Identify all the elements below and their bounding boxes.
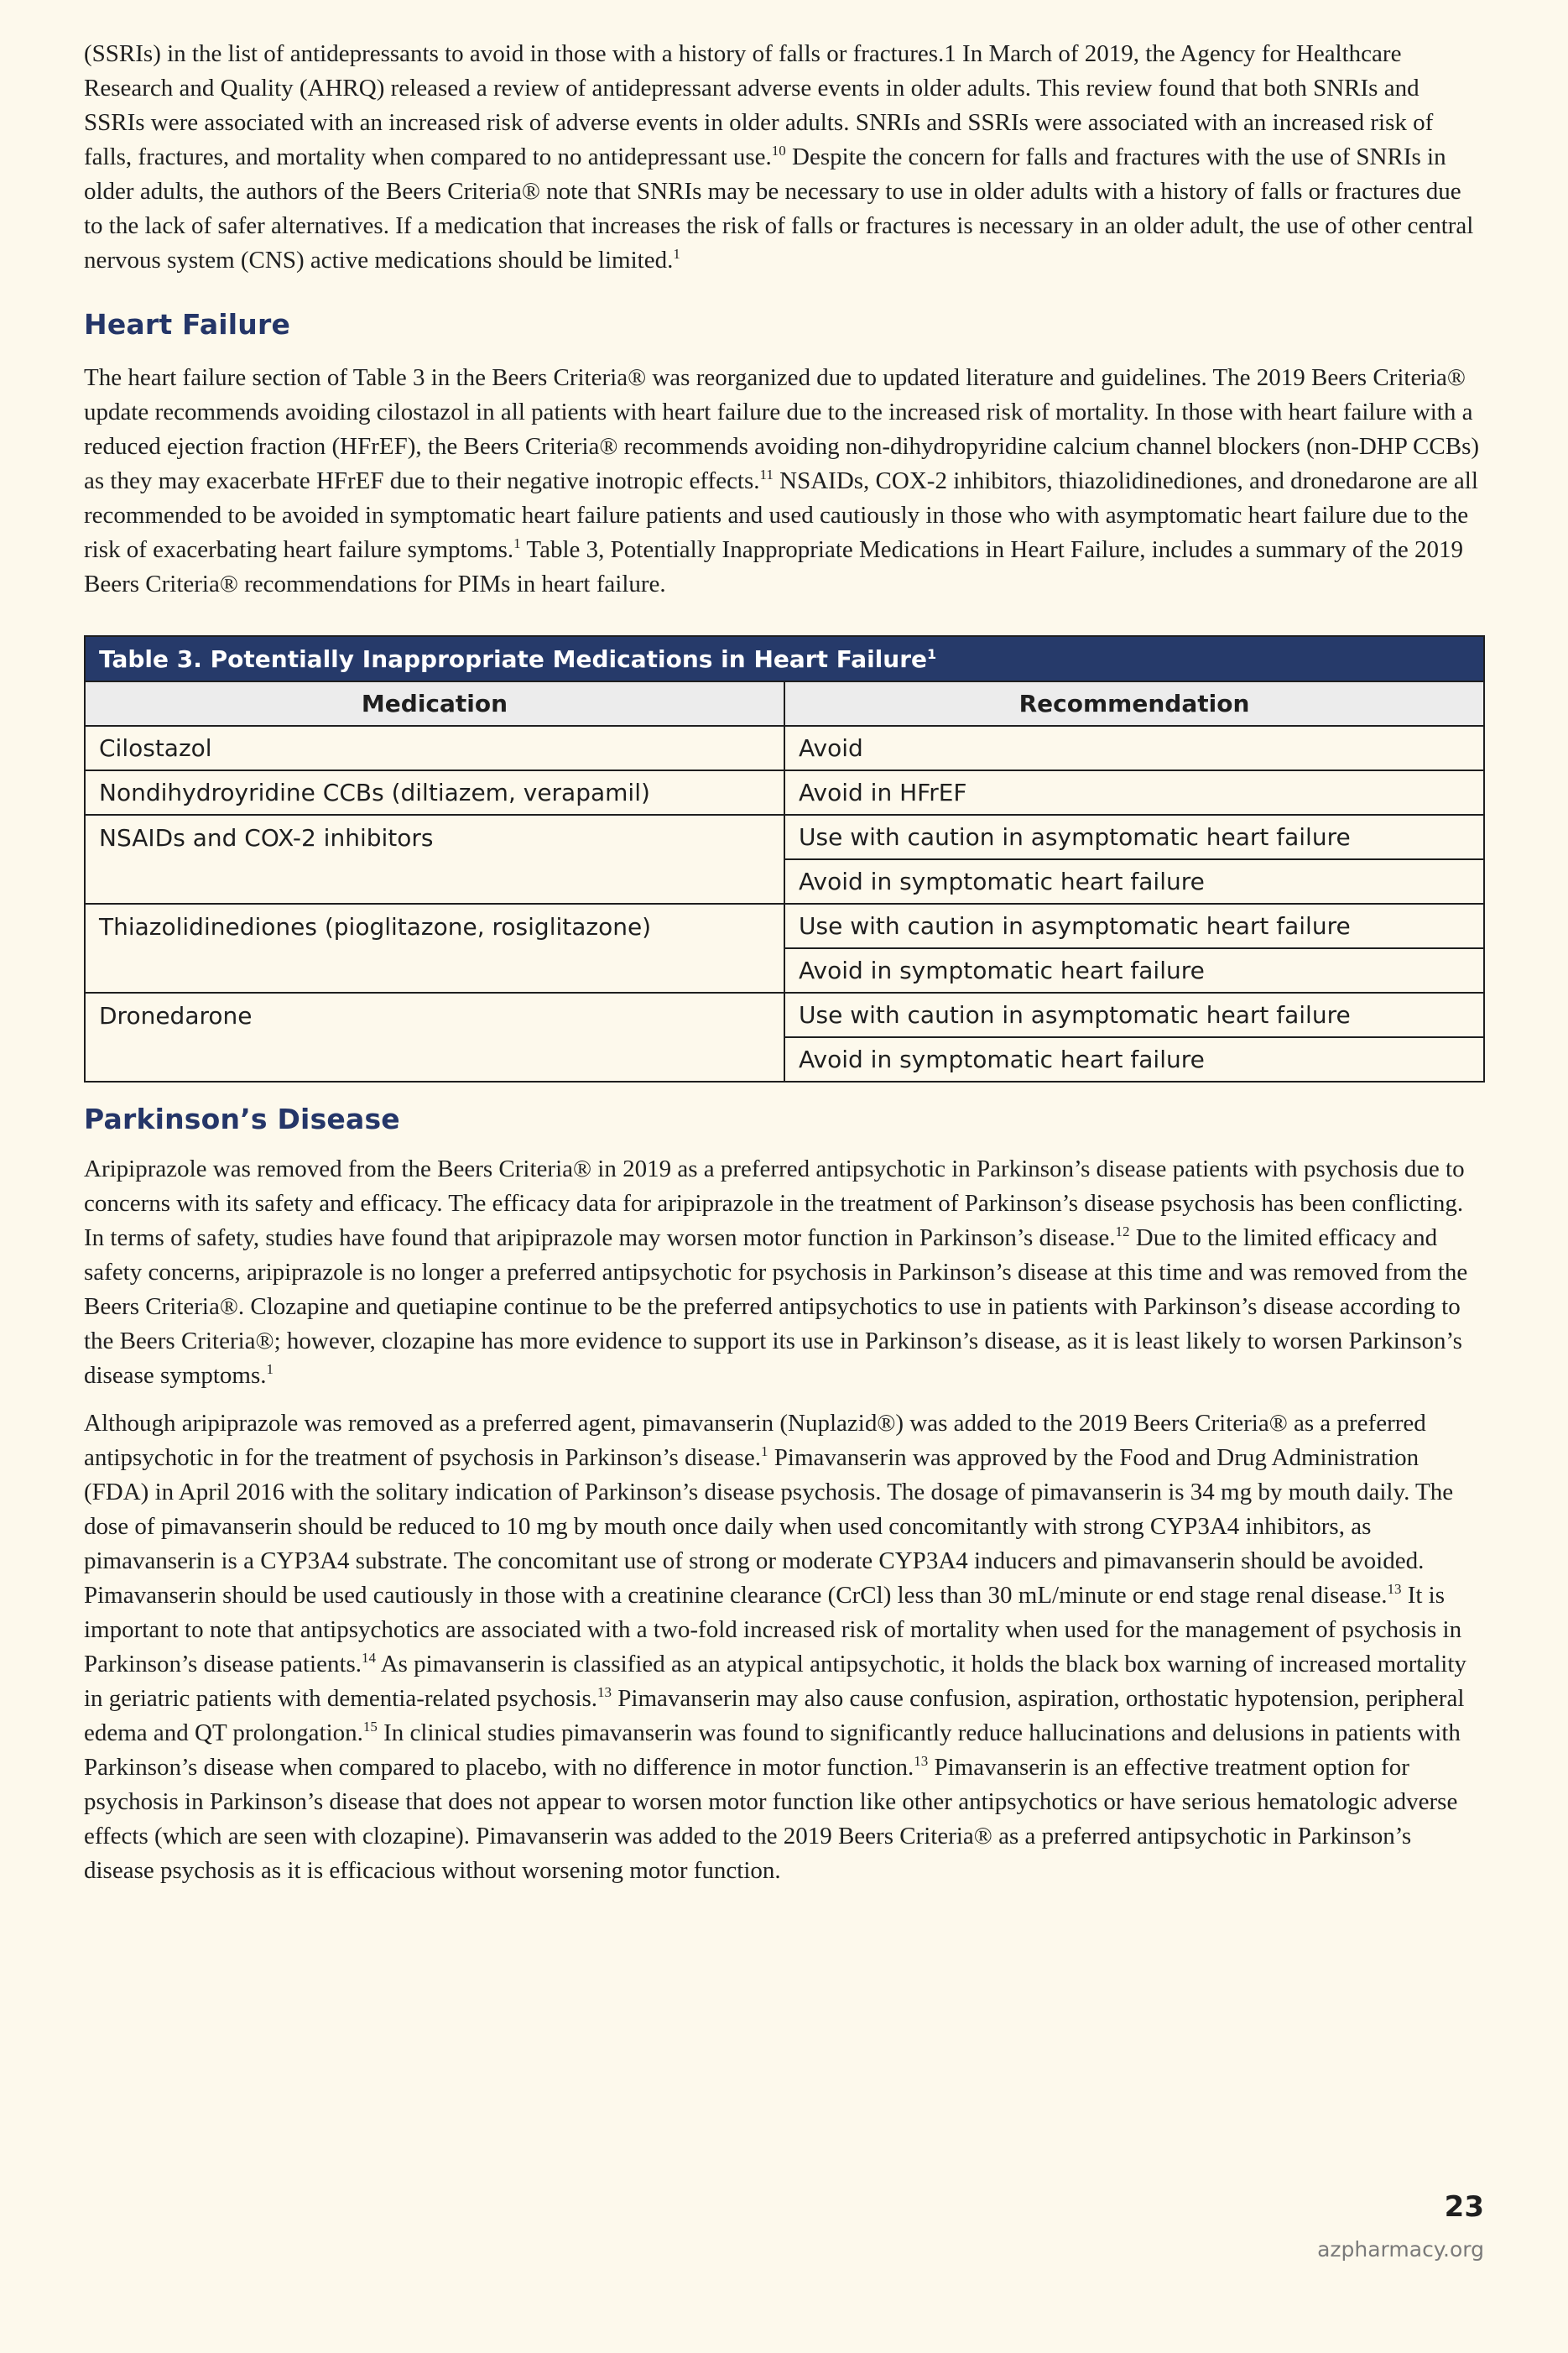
paragraph-text: Although aripiprazole was removed as a preferred agent, pimavanserin (Nuplazid®) was added to the 2019 Beers Criteria® as a preferred antipsychotic in for the treatment of psychosis in Parkinson’s disease. bbox=[84, 1410, 1426, 1471]
recommendation-cell: Avoid in HFrEF bbox=[784, 770, 1484, 815]
column-header-recommendation: Recommendation bbox=[784, 681, 1484, 726]
heart-failure-paragraph bbox=[84, 361, 1485, 602]
table-row bbox=[85, 993, 1484, 1037]
parkinsons-paragraph-1 bbox=[84, 1152, 1485, 1393]
citation-ref: 1 bbox=[761, 1443, 768, 1459]
medication-cell: Dronedarone bbox=[85, 993, 784, 1082]
citation-ref: 11 bbox=[759, 467, 774, 483]
pim-heart-failure-table bbox=[84, 635, 1485, 1083]
citation-ref: 13 bbox=[914, 1753, 929, 1769]
page-number: 23 bbox=[1444, 2190, 1484, 2224]
citation-ref: 13 bbox=[1387, 1581, 1402, 1597]
recommendation-cell: Avoid in symptomatic heart failure bbox=[784, 859, 1484, 904]
paragraph-gap bbox=[84, 1393, 1485, 1406]
table-row bbox=[85, 726, 1484, 770]
citation-ref: 1 bbox=[513, 535, 521, 551]
citation-ref: 13 bbox=[597, 1684, 612, 1700]
parkinsons-paragraph-2 bbox=[84, 1406, 1485, 1888]
table-row bbox=[85, 815, 1484, 859]
heart-failure-heading: Heart Failure bbox=[84, 308, 291, 341]
paragraph-text: In clinical studies pimavanserin was found to significantly reduce hallucinations and delusions in patients with Parkinson’s disease when compared to placebo, with no difference in motor function. bbox=[84, 1719, 1461, 1781]
site-url[interactable]: azpharmacy.org bbox=[1317, 2237, 1484, 2262]
recommendation-cell: Avoid in symptomatic heart failure bbox=[784, 1037, 1484, 1082]
table-header-row bbox=[85, 681, 1484, 726]
paragraph-text: NSAIDs, COX-2 inhibitors, thiazolidinediones, and dronedarone are all recommended to be avoided in symptomatic heart failure patients and used cautiously in those who with asymptomatic heart failure due to the risk of exacerbating heart failure symptoms. bbox=[84, 467, 1478, 563]
citation-ref: 15 bbox=[362, 1719, 378, 1735]
intro-text: (SSRIs) in the list of antidepressants to avoid in those with a history of falls or fractures.1 In March of 2019, the Agency for Healthcare Research and Quality (AHRQ) released a review of antidepressant adverse events in older adults. This review found that both SNRIs and SSRIs were associated with an increased risk of adverse events in older adults. SNRIs and SSRIs were associated with an increased risk of falls, fractures, and mortality when compared to no antidepressant use. bbox=[84, 40, 1434, 170]
medication-cell: Nondihydroyridine CCBs (diltiazem, verapamil) bbox=[85, 770, 784, 815]
paragraph-text: Pimavanserin was approved by the Food and Drug Administration (FDA) in April 2016 with the solitary indication of Parkinson’s disease psychosis. The dosage of pimavanserin is 34 mg by mouth daily. The dose of pimavanserin should be reduced to 10 mg by mouth once daily when used concomitantly with strong CYP3A4 inhibitors, as pimavanserin is a CYP3A4 substrate. The concomitant use of strong or moderate CYP3A4 inducers and pimavanserin should be avoided. Pimavanserin should be used cautiously in those with a creatinine clearance (CrCl) less than 30 mL/minute or end stage renal disease. bbox=[84, 1444, 1454, 1609]
column-header-medication: Medication bbox=[85, 681, 784, 726]
page-content bbox=[84, 37, 1485, 1888]
paragraph-text: Pimavanserin may also cause confusion, aspiration, orthostatic hypotension, peripheral edema and QT prolongation. bbox=[84, 1685, 1465, 1746]
medication-cell: Thiazolidinediones (pioglitazone, rosiglitazone) bbox=[85, 904, 784, 993]
citation-ref: 14 bbox=[362, 1650, 377, 1666]
citation-ref: 12 bbox=[1115, 1223, 1130, 1239]
paragraph-text: The heart failure section of Table 3 in the Beers Criteria® was reorganized due to updated literature and guidelines. The 2019 Beers Criteria® update recommends avoiding cilostazol in all patients with heart failure due to the increased risk of mortality. In those with heart failure with a reduced ejection fraction (HFrEF), the Beers Criteria® recommends avoiding non-dihydropyridine calcium channel blockers (non-DHP CCBs) as they may exacerbate HFrEF due to their negative inotropic effects. bbox=[84, 364, 1480, 494]
recommendation-cell: Use with caution in asymptomatic heart failure bbox=[784, 993, 1484, 1037]
recommendation-cell: Avoid in symptomatic heart failure bbox=[784, 948, 1484, 993]
citation-ref: 1 bbox=[266, 1361, 273, 1377]
medication-cell: NSAIDs and COX-2 inhibitors bbox=[85, 815, 784, 904]
intro-paragraph bbox=[84, 37, 1485, 278]
table-row bbox=[85, 904, 1484, 948]
paragraph-text: It is important to note that antipsychotics are associated with a two-fold increased risk of mortality when used for the management of psychosis in Parkinson’s disease patients. bbox=[84, 1582, 1462, 1677]
citation-ref: 1 bbox=[927, 645, 937, 662]
recommendation-cell: Use with caution in asymptomatic heart failure bbox=[784, 904, 1484, 948]
intro-text: Despite the concern for falls and fractures with the use of SNRIs in older adults, the authors of the Beers Criteria® note that SNRIs may be necessary to use in older adults with a history of falls or fractures due to the lack of safer alternatives. If a medication that increases the risk of falls or fractures is necessary in an older adult, the use of other central nervous system (CNS) active medications should be limited. bbox=[84, 143, 1474, 274]
paragraph-text: Pimavanserin is an effective treatment option for psychosis in Parkinson’s disease that does not appear to worsen motor function like other antipsychotics or have serious hematologic adverse effects (which are seen with clozapine). Pimavanserin was added to the 2019 Beers Criteria® as a preferred antipsychotic in Parkinson’s disease psychosis as it is efficacious without worsening motor function. bbox=[84, 1754, 1458, 1884]
table-row bbox=[85, 770, 1484, 815]
paragraph-text: As pimavanserin is classified as an atypical antipsychotic, it holds the black box warning of increased mortality in geriatric patients with dementia-related psychosis. bbox=[84, 1651, 1466, 1712]
table-title-text: Table 3. Potentially Inappropriate Medications in Heart Failure bbox=[99, 644, 928, 673]
recommendation-cell: Avoid bbox=[784, 726, 1484, 770]
paragraph-text: Due to the limited efficacy and safety concerns, aripiprazole is no longer a preferred antipsychotic for psychosis in Parkinson’s disease at this time and was removed from the Beers Criteria®. Clozapine and quetiapine continue to be the preferred antipsychotics to use in patients with Parkinson’s disease according to the Beers Criteria®; however, clozapine has more evidence to support its use in Parkinson’s disease, as it is least likely to worsen Parkinson’s disease symptoms. bbox=[84, 1224, 1468, 1389]
recommendation-cell: Use with caution in asymptomatic heart failure bbox=[784, 815, 1484, 859]
table-title bbox=[85, 636, 1484, 681]
paragraph-text: Table 3, Potentially Inappropriate Medications in Heart Failure, includes a summary of the 2019 Beers Criteria® recommendations for PIMs in heart failure. bbox=[84, 536, 1463, 597]
parkinsons-heading: Parkinson’s Disease bbox=[84, 1103, 400, 1135]
citation-ref: 1 bbox=[673, 246, 680, 262]
table-title-row bbox=[85, 636, 1484, 681]
medication-cell: Cilostazol bbox=[85, 726, 784, 770]
paragraph-text: Aripiprazole was removed from the Beers Criteria® in 2019 as a preferred antipsychotic in Parkinson’s disease patients with psychosis due to concerns with its safety and efficacy. The efficacy data for aripiprazole in the treatment of Parkinson’s disease psychosis has been conflicting. In terms of safety, studies have found that aripiprazole may worsen motor function in Parkinson’s disease. bbox=[84, 1156, 1465, 1251]
citation-ref: 10 bbox=[771, 143, 786, 159]
